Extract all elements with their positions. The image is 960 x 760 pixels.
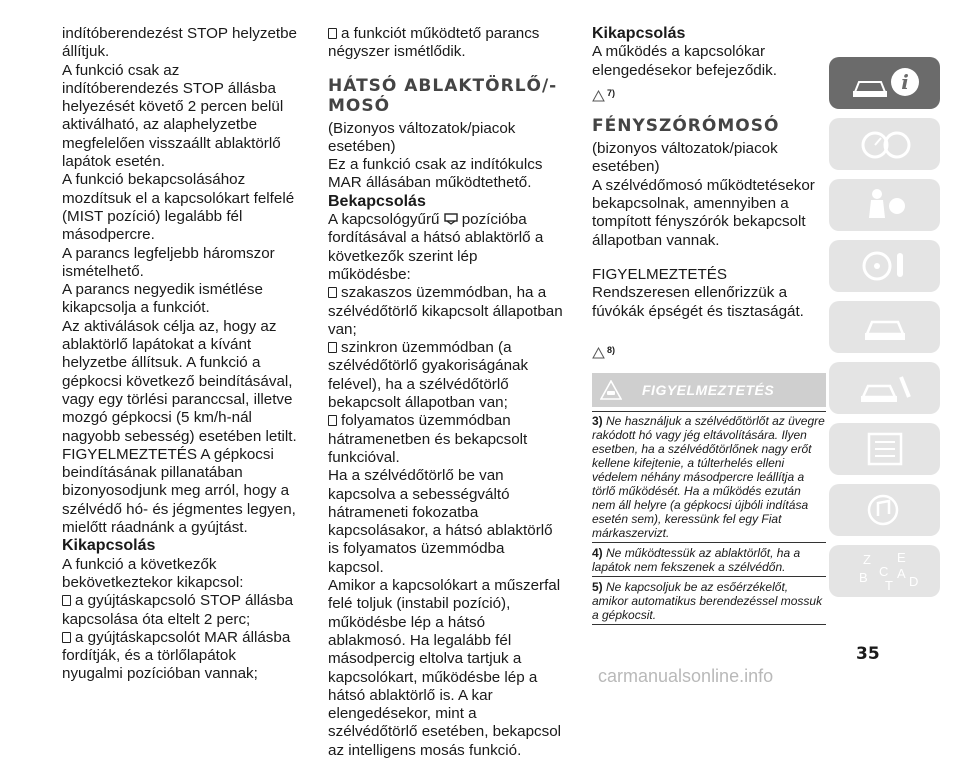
paragraph: A kapcsológyűrű pozícióba fordításával a hátsó ablaktörlő a következők szerint lép működésbe: (328, 211, 544, 283)
svg-text:D: D (908, 574, 918, 589)
svg-text:i: i (900, 70, 909, 94)
paragraph: indítóberendezést STOP helyzetbe állítjuk. (62, 25, 297, 61)
paragraph: Amikor a kapcsolókart a műszerfal felé toljuk (instabil pozíció), működésbe lép a hátsó ablakmosó. Ha legalább fél másodpercig eltolva tartjuk a kapcsolókart, működésbe lép a hátsó ablaktörlő is. A kar elengedésekor, mint a szélvédőtörlő esetében, bekapcsol az intelligens mosás funkció. (328, 577, 562, 759)
dashboard-gauge-icon (845, 123, 925, 165)
bullet-item: szinkron üzemmódban (a szélvédőtörlő gyakoriságának felével), ha a szélvédőtörlő bekapcsolt állapotban van; (328, 339, 529, 412)
warning-banner: FIGYELMEZTETÉS (592, 373, 826, 407)
bullet-item: a gyújtáskapcsoló STOP állásba kapcsolása óta eltelt 2 perc; (62, 592, 294, 628)
bullet-box-icon (328, 287, 337, 298)
tab-car-info[interactable] (829, 57, 940, 109)
note-item: 4) Ne működtessük az ablaktörlőt, ha a lapátok nem fekszenek a szélvédőn. (592, 546, 801, 575)
bullet-box-icon (62, 595, 71, 606)
paragraph: A parancs negyedik ismétlése kikapcsolja a funkciót. (62, 281, 263, 317)
music-nav-icon (845, 489, 925, 531)
tab-dashboard[interactable] (829, 118, 940, 170)
column-right (592, 25, 826, 628)
subtitle: (Bizonyos változatok/piacok esetében) (328, 119, 516, 155)
subtitle: (bizonyos változatok/piacok esetében) (592, 140, 778, 176)
warning-paragraph: FIGYELMEZTETÉS A gépkocsi beindításának pillanatában bizonyosodjunk meg arról, hogy a szélvédő hó- és jégmentes legyen, mielőtt ráadnánk a gyújtást. (62, 445, 296, 537)
heading-kikapcsolas: Kikapcsolás (62, 537, 156, 555)
warning-car-icon (600, 380, 622, 400)
seatbelt-airbag-icon (845, 184, 925, 226)
tab-multimedia[interactable] (829, 484, 940, 536)
warning-paragraph: FIGYELMEZTETÉS Rendszeresen ellenőrizzük a fúvókák épségét és tisztaságát. (592, 265, 804, 320)
heading-bekapcsolas: Bekapcsolás (328, 192, 426, 210)
bullet-item: folyamatos üzemmódban hátramenetben és bekapcsolt funkcióval. (328, 412, 528, 466)
bullet-item: a funkciót működtető parancs négyszer ismétlődik. (328, 25, 540, 61)
paragraph: A funkció bekapcsolásához mozdítsuk el a kapcsolókart felfelé (MIST pozíció) legalább fél másodpercre. (62, 171, 295, 244)
svg-text:C: C (878, 564, 888, 579)
column-left (62, 25, 298, 684)
paragraph: A funkció a következők bekövetkeztekor kikapcsol: (62, 555, 244, 591)
paragraph: A szélvédőmosó működtetésekor bekapcsolnak, amennyiben a tompított fényszórók bekapcsolt állapotban vannak. (592, 176, 815, 249)
rear-wiper-icon (444, 212, 458, 224)
bullet-box-icon (328, 28, 337, 39)
reference-8: 8) (592, 341, 826, 359)
bullet-box-icon (62, 632, 71, 643)
warning-notes (592, 411, 826, 625)
specs-list-icon (845, 428, 925, 470)
tab-maintenance[interactable] (829, 362, 940, 414)
note-item: 5) Ne kapcsoljuk be az esőérzékelőt, amikor automatikus berendezéssel mossuk a gépkocsit. (592, 580, 823, 623)
car-hazard-icon (845, 306, 925, 348)
paragraph: Ez a funkció csak az indítókulcs MAR állásában működtethető. (328, 156, 543, 192)
car-info-icon (845, 62, 925, 104)
section-title-rear-wiper: HÁTSÓ ABLAKTÖRLŐ/-MOSÓ (328, 75, 558, 116)
paragraph: A működés a kapcsolókar elengedésekor befejeződik. (592, 43, 777, 79)
tab-emergency[interactable] (829, 301, 940, 353)
bullet-item: a gyújtáskapcsolót MAR állásba fordítják, és a törlőlapátok nyugalmi pozícióban vannak; (62, 628, 291, 683)
tab-safety[interactable] (829, 179, 940, 231)
svg-text:E: E (896, 550, 906, 565)
page-number: 35 (856, 644, 880, 664)
paragraph: A funkció csak az indítóberendezés STOP állásba helyezését követő 2 percen belül aktiválható, az alaphelyzetbe megfelelően visszaállt ablaktörlő lapátok esetén. (62, 61, 284, 171)
svg-text:T: T (884, 578, 893, 592)
bullet-box-icon (328, 415, 337, 426)
tab-index[interactable] (829, 545, 940, 597)
alphabet-index-icon (845, 550, 925, 592)
svg-text:Z: Z (862, 552, 871, 567)
paragraph: Ha a szélvédőtörlő be van kapcsolva a sebességváltó hátrameneti fokozatba kapcsolásakor, a hátsó ablaktörlő is folyamatos üzemmódba kapcsol. (328, 467, 553, 576)
tab-technical-data[interactable] (829, 423, 940, 475)
paragraph: Az aktiválások célja az, hogy az ablaktörlő lapátokat a kívánt helyzetbe állítsuk. A funkció a gépkocsi következő beindításával, vagy egy törlési paranccsal, illetve mozgó gépkocsi (5 km/h-nál nagyobb sebesség) esetében letilt. (62, 317, 297, 445)
steering-wheel-key-icon (845, 245, 925, 287)
heading-kikapcsolas-2: Kikapcsolás (592, 25, 686, 42)
paragraph: A parancs legfeljebb háromszor ismételhető. (62, 244, 275, 280)
warning-triangle-icon (592, 90, 605, 102)
bullet-item: szakaszos üzemmódban, ha a szélvédőtörlő kikapcsolt állapotban van; (328, 284, 563, 338)
chapter-sidebar (829, 57, 940, 606)
svg-text:A: A (896, 566, 906, 581)
warning-triangle-icon (592, 347, 605, 359)
column-middle (328, 25, 564, 760)
watermark: carmanualsonline.info (598, 666, 774, 686)
wrench-car-icon (845, 367, 925, 409)
bullet-box-icon (328, 342, 337, 353)
tab-starting-driving[interactable] (829, 240, 940, 292)
section-title-headlamp-washer: FÉNYSZÓRÓMOSÓ (592, 116, 780, 137)
note-item: 3) Ne használjuk a szélvédőtörlőt az üvegre rakódott hó vagy jég eltávolítására. Ilyen esetben, ha a szélvédőtörlőnek nagy erőt kellene kifejtenie, a túlterhelés elleni védelem néhány másodpercre leállítja a törlő működését. Ha a működés ezután nem áll helyre (a gépkocsi újbóli indítása esetén sem), keressünk fel egy Fiat márkaszervizt. (592, 411, 826, 540)
reference-7: 7) (592, 84, 826, 102)
svg-text:B: B (858, 570, 868, 585)
